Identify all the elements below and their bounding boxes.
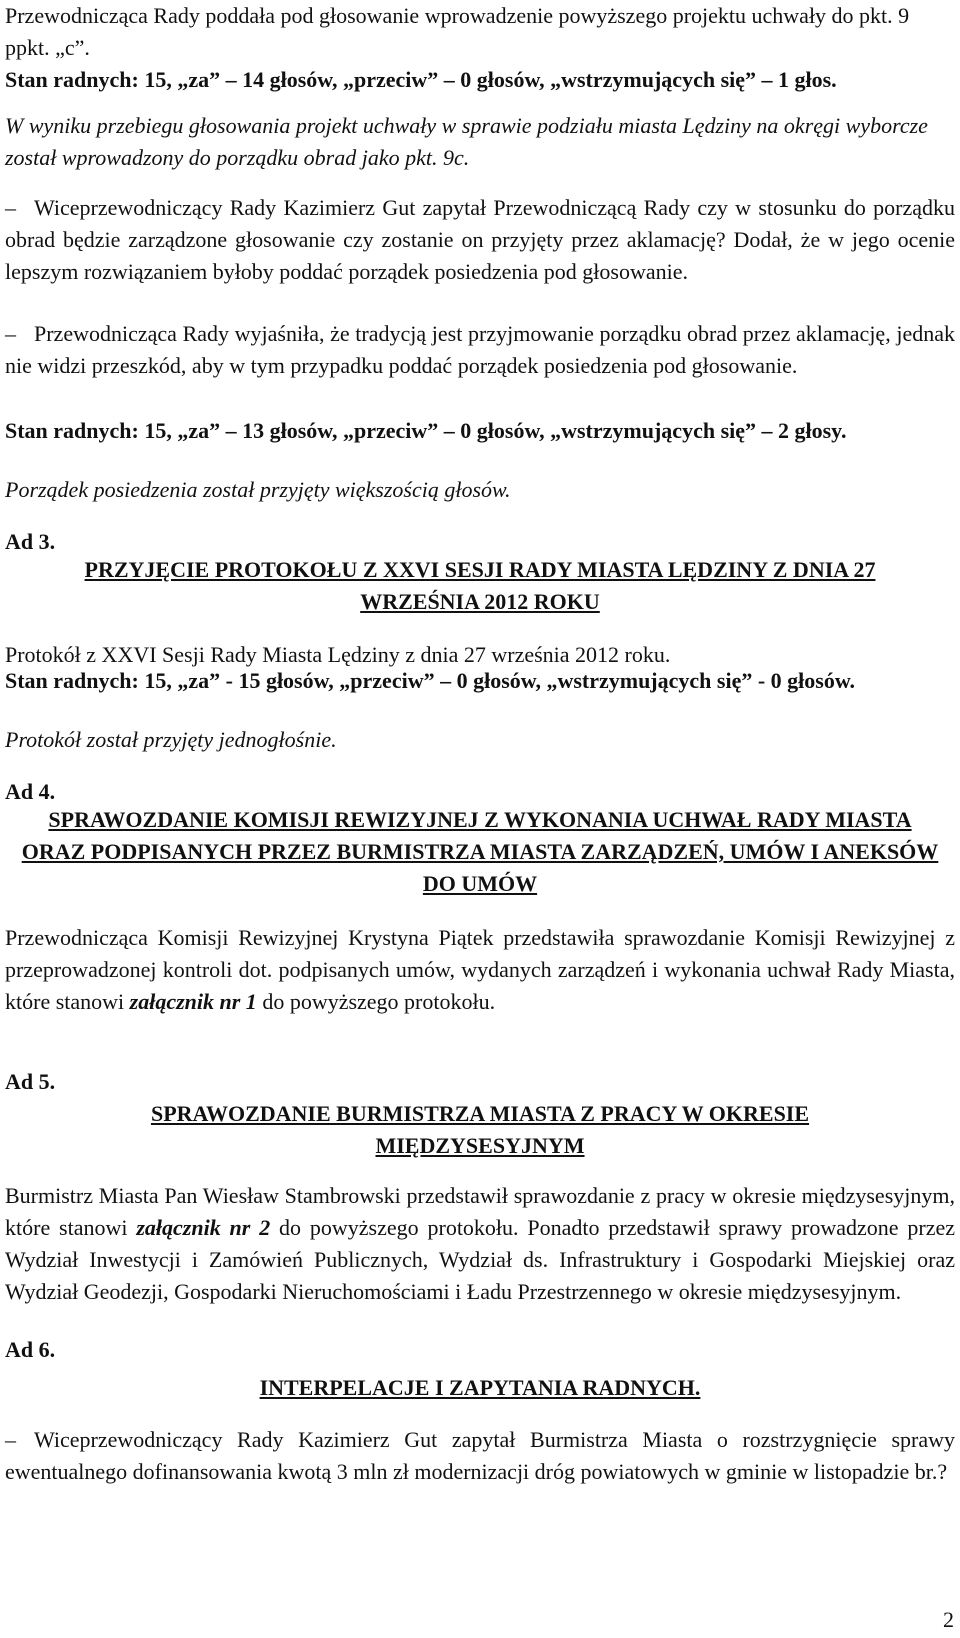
attachment-reference: załącznik nr 2: [136, 1215, 271, 1240]
paragraph-text: Wiceprzewodniczący Rady Kazimierz Gut zapytał Burmistrza Miasta o rozstrzygnięcie sprawy ewentualnego dofinansowania kwotą 3 mln zł modernizacji dróg powiatowych w gminie w listopadzie br.?: [5, 1427, 955, 1484]
paragraph-interpellation: [5, 1424, 955, 1488]
agenda-item-label: Ad 5.: [5, 1069, 56, 1094]
attachment-reference: załącznik nr 1: [129, 989, 257, 1014]
section-heading: INTERPELACJE I ZAPYTANIA RADNYCH.: [259, 1375, 701, 1400]
dash-bullet: –: [5, 1427, 16, 1452]
paragraph-mayor-report: [5, 1180, 955, 1308]
page-number: 2: [943, 1607, 954, 1632]
dash-bullet: –: [5, 195, 16, 220]
paragraph-text: Wiceprzewodniczący Rady Kazimierz Gut zapytał Przewodniczącą Rady czy w stosunku do porządku obrad będzie zarządzone głosowanie czy zostanie on przyjęty przez aklamację? Dodał, że w jego ocenie lepszym rozwiązaniem byłoby poddać porządek posiedzenia pod głosowanie.: [5, 195, 955, 284]
section-heading: SPRAWOZDANIE KOMISJI REWIZYJNEJ Z WYKONANIA UCHWAŁ RADY MIASTA ORAZ PODPISANYCH PRZEZ BURMISTRZA MIASTA ZARZĄDZEŃ, UMÓW I ANEKSÓW DO UMÓW: [21, 807, 939, 896]
agenda-item-label: Ad 3.: [5, 529, 56, 554]
section-heading: SPRAWOZDANIE BURMISTRZA MIASTA Z PRACY W OKRESIE MIĘDZYSESYJNYM: [150, 1101, 810, 1158]
paragraph-vice-chair-question: [5, 192, 955, 288]
section-heading: PRZYJĘCIE PROTOKOŁU Z XXVI SESJI RADY MIASTA LĘDZINY Z DNIA 27 WRZEŚNIA 2012 ROKU: [84, 557, 876, 614]
vote-result-line: Stan radnych: 15, „za” – 13 głosów, „przeciw” – 0 głosów, „wstrzymujących się” – 2 głosy.: [5, 418, 847, 443]
paragraph-text: Burmistrz Miasta Pan Wiesław Stambrowski przedstawił sprawozdanie z pracy w okresie międzysesyjnym, które stanowi: [5, 1183, 955, 1240]
paragraph-text: Przewodnicząca Komisji Rewizyjnej Krystyna Piątek przedstawiła sprawozdanie Komisji Rewizyjnej z przeprowadzonej kontroli dot. podpisanych umów, wydanych zarządzeń i wykonania uchwał Rady Miasta, które stanowi: [5, 925, 955, 1014]
paragraph-protocol: Protokół z XXVI Sesji Rady Miasta Lędziny z dnia 27 września 2012 roku.: [5, 642, 671, 667]
paragraph-text: do powyższego protokołu. Ponadto przedstawił sprawy prowadzone przez Wydział Inwestycji i Zamówień Publicznych, Wydział ds. Infrastruktury i Gospodarki Miejskiej oraz Wydział Geodezji, Gospodarki Nieruchomościami i Ładu Przestrzennego w okresie międzysesyjnym.: [5, 1215, 955, 1304]
agenda-item-label: Ad 6.: [5, 1337, 56, 1362]
paragraph-chair-reply: [5, 318, 955, 382]
paragraph-vote-intro: Przewodnicząca Rady poddała pod głosowanie wprowadzenie powyższego projektu uchwały do pkt. 9 ppkt. „c”.: [5, 3, 910, 60]
vote-result-line: Stan radnych: 15, „za” – 14 głosów, „przeciw” – 0 głosów, „wstrzymujących się” – 1 głos.: [5, 67, 837, 92]
vote-outcome: W wyniku przebiegu głosowania projekt uchwały w sprawie podziału miasta Lędziny na okręgi wyborcze został wprowadzony do porządku obrad jako pkt. 9c.: [5, 113, 928, 170]
paragraph-text: do powyższego protokołu.: [256, 989, 496, 1014]
vote-outcome: Protokół został przyjęty jednogłośnie.: [5, 727, 337, 752]
paragraph-audit-report: [5, 922, 955, 1018]
vote-result-line: Stan radnych: 15, „za” - 15 głosów, „przeciw” – 0 głosów, „wstrzymujących się” - 0 głosów.: [5, 668, 856, 693]
dash-bullet: –: [5, 321, 16, 346]
vote-outcome: Porządek posiedzenia został przyjęty większością głosów.: [5, 477, 511, 502]
agenda-item-label: Ad 4.: [5, 779, 56, 804]
paragraph-text: Przewodnicząca Rady wyjaśniła, że tradycją jest przyjmowanie porządku obrad przez aklamację, jednak nie widzi przeszkód, aby w tym przypadku poddać porządek posiedzenia pod głosowanie.: [5, 321, 955, 378]
